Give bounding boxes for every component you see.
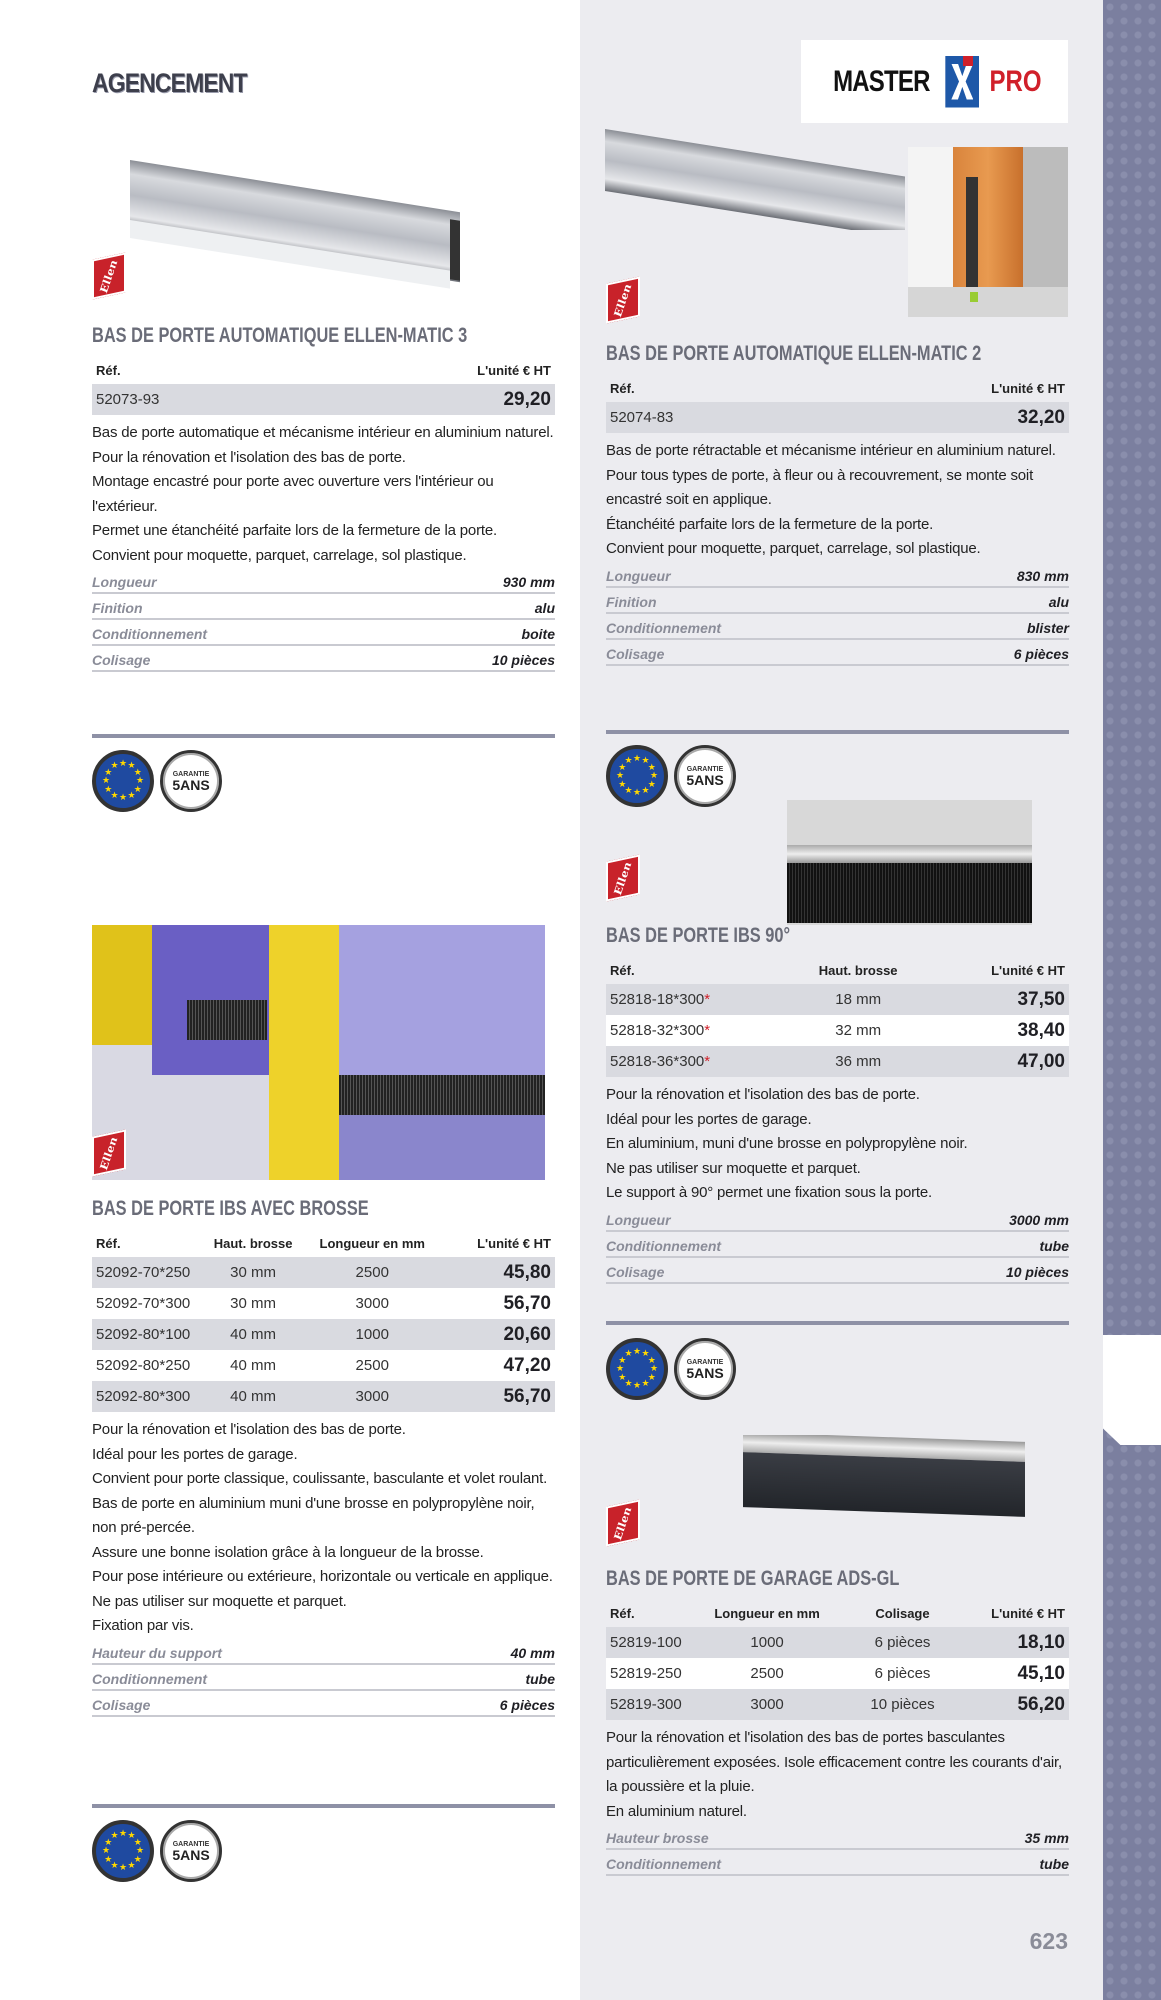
column-header: L'unité € HT	[477, 362, 551, 378]
section-divider	[606, 730, 1069, 734]
description-line: Convient pour moquette, parquet, carrelage, sol plastique.	[606, 540, 981, 557]
asterisk-marker: *	[704, 1053, 711, 1070]
guarantee-label: GARANTIE	[686, 1358, 724, 1366]
description-line: Pour la rénovation et l'isolation des bas de porte.	[92, 1421, 406, 1438]
guarantee-years: 5ANS	[686, 771, 724, 788]
eu-flag-badge-icon: ★ ★ ★ ★ ★ ★ ★ ★ ★ ★ ★ ★	[606, 745, 668, 807]
description-line: Bas de porte en aluminium muni d'une brosse en polypropylène noir, non pré-percée.	[92, 1494, 535, 1536]
reference: 52074-83	[610, 409, 674, 426]
masterpro-logo	[801, 40, 1068, 123]
description-line: Assure une bonne isolation grâce à la longueur de la brosse.	[92, 1543, 484, 1561]
spec-row	[606, 562, 1069, 588]
reference-cell	[610, 1053, 789, 1070]
spec-label: Colisage	[606, 1263, 665, 1280]
value-cell	[697, 1665, 838, 1682]
reference-cell	[610, 409, 838, 426]
description-line: Convient pour moquette, parquet, carrelage, sol plastique.	[92, 546, 467, 564]
spec-value: boite	[521, 626, 555, 642]
value: 56,70	[503, 1385, 551, 1407]
value: 3000	[750, 1696, 784, 1713]
price-cell	[968, 1694, 1066, 1716]
product-ads-gl	[606, 1567, 1069, 1876]
value-cell	[789, 1053, 927, 1070]
spec-row	[92, 1691, 555, 1717]
value: 36 mm	[835, 1053, 882, 1070]
price-cell	[968, 1663, 1066, 1685]
spec-label: Conditionnement	[606, 1237, 722, 1254]
ellen-logo	[606, 276, 640, 323]
spec-row	[606, 588, 1069, 614]
description-line: Bas de porte rétractable et mécanisme intérieur en aluminium naturel.	[606, 442, 1056, 459]
page-edge-tab	[1103, 1335, 1161, 1445]
price-cell	[443, 1262, 551, 1284]
column-header: L'unité € HT	[991, 380, 1065, 396]
reference-cell	[96, 1264, 204, 1281]
page-number: 623	[1029, 1928, 1068, 1954]
reference: 52819-300	[610, 1696, 682, 1713]
value: 30 mm	[230, 1264, 276, 1281]
guarantee-years: 5ANS	[686, 1364, 724, 1381]
spec-row	[92, 568, 555, 594]
column-header: Réf.	[610, 962, 635, 978]
description-line: Pour la rénovation et l'isolation des bas de portes basculantes particulièrement exposées. Isole efficacement contre les courants d'air, la poussière et la pluie.	[606, 1729, 1062, 1795]
product-title: BAS DE PORTE AUTOMATIQUE ELLEN-MATIC 3	[92, 324, 468, 347]
reference: 52092-70*300	[96, 1295, 191, 1312]
column-header: Haut. brosse	[818, 962, 898, 978]
ellen-logo-text: Ellen	[97, 259, 121, 293]
value-cell	[838, 1634, 968, 1651]
spec-label: Finition	[606, 593, 657, 610]
spec-label: Finition	[92, 600, 143, 616]
value: 32,20	[1017, 406, 1065, 428]
price-cell	[927, 989, 1065, 1011]
value: 45,80	[503, 1261, 551, 1283]
ellen-logo	[606, 854, 640, 901]
value-cell	[302, 1295, 443, 1312]
value-cell	[302, 1388, 443, 1405]
product-title: BAS DE PORTE IBS AVEC BROSSE	[92, 1197, 369, 1220]
reference: 52092-70*250	[96, 1264, 191, 1281]
guarantee-5-years-badge	[160, 750, 222, 812]
value: 18,10	[1017, 1631, 1065, 1653]
guarantee-label: GARANTIE	[172, 1840, 210, 1848]
spec-row	[92, 620, 555, 646]
description-line: Pour la rénovation et l'isolation des bas de porte.	[92, 448, 406, 466]
spec-label: Colisage	[92, 1696, 151, 1713]
spec-label: Hauteur du support	[92, 1644, 222, 1661]
table-row	[606, 1627, 1069, 1658]
value: 1000	[750, 1634, 784, 1651]
spec-value: blister	[1026, 619, 1069, 636]
description-line: Ne pas utiliser sur moquette et parquet.	[92, 1592, 347, 1610]
price-cell	[443, 1324, 551, 1346]
spec-value: tube	[1039, 1856, 1069, 1872]
asterisk-marker: *	[704, 991, 711, 1008]
spec-label: Conditionnement	[606, 619, 722, 636]
value-cell	[204, 1388, 302, 1405]
table-row	[92, 1381, 555, 1412]
guarantee-label: GARANTIE	[686, 765, 724, 773]
product-title: BAS DE PORTE AUTOMATIQUE ELLEN-MATIC 2	[606, 342, 982, 365]
logo-text-pro: PRO	[989, 64, 1042, 98]
description-line: Étanchéité parfaite lors de la fermeture de la porte.	[606, 515, 934, 533]
reference: 52819-250	[610, 1665, 682, 1682]
product-ibs-avec-brosse	[92, 1197, 555, 1717]
product-image-ibs-90	[787, 800, 1032, 925]
table-header	[92, 1229, 555, 1257]
reference-cell	[96, 1357, 204, 1374]
value: 3000	[355, 1388, 389, 1405]
reference-cell	[610, 1634, 697, 1651]
spec-value: 40 mm	[510, 1644, 555, 1661]
price-cell	[443, 1355, 551, 1377]
section-divider	[92, 734, 555, 738]
value: 30 mm	[230, 1295, 276, 1312]
value: 6 pièces	[874, 1634, 931, 1651]
table-header	[606, 1599, 1069, 1627]
product-title: BAS DE PORTE IBS 90°	[606, 924, 791, 947]
product-description	[606, 439, 1069, 562]
description-line: Idéal pour les portes de garage.	[606, 1110, 812, 1128]
spec-row	[606, 1258, 1069, 1284]
column-header: Longueur en mm	[714, 1605, 820, 1621]
spec-value: 930 mm	[502, 574, 555, 590]
value: 29,20	[503, 388, 551, 410]
value: 10 pièces	[870, 1696, 935, 1713]
spec-row	[92, 1639, 555, 1665]
description-line: Le support à 90° permet une fixation sous la porte.	[606, 1184, 933, 1201]
column-header: Longueur en mm	[319, 1235, 425, 1251]
value-cell	[789, 991, 927, 1008]
logo-star-icon	[945, 56, 979, 108]
table-row	[92, 1319, 555, 1350]
certification-badges	[92, 1820, 222, 1882]
table-row	[92, 1288, 555, 1319]
spec-value: alu	[1048, 593, 1069, 610]
reference: 52073-93	[96, 391, 160, 408]
column-header: Réf.	[96, 1235, 121, 1251]
logo-text-master: MASTER	[832, 64, 930, 98]
table-header	[606, 374, 1069, 402]
spec-label: Longueur	[92, 574, 157, 590]
eu-flag-badge-icon: ★ ★ ★ ★ ★ ★ ★ ★ ★ ★ ★ ★	[606, 1338, 668, 1400]
page-edge-tab-strip	[1103, 0, 1161, 2000]
product-description	[92, 421, 555, 568]
product-title: BAS DE PORTE DE GARAGE ADS-GL	[606, 1567, 900, 1590]
product-description	[606, 1726, 1069, 1824]
product-image-door-install	[908, 147, 1068, 317]
table-row	[92, 384, 555, 415]
reference-cell	[96, 1326, 204, 1343]
description-line: Montage encastré pour porte avec ouverture vers l'intérieur ou l'extérieur.	[92, 473, 494, 515]
ellen-logo-text: Ellen	[97, 1136, 121, 1170]
ellen-logo-text: Ellen	[611, 1506, 635, 1540]
table-row	[606, 1046, 1069, 1077]
price-cell	[968, 1632, 1066, 1654]
description-line: Convient pour porte classique, coulissante, basculante et volet roulant.	[92, 1470, 548, 1487]
value-cell	[838, 1696, 968, 1713]
description-line: Pour tous types de porte, à fleur ou à recouvrement, se monte soit encastré soit en applique.	[606, 466, 1034, 508]
section-divider	[606, 1321, 1069, 1325]
price-cell	[324, 389, 552, 411]
spec-row	[606, 614, 1069, 640]
description-line: Permet une étanchéité parfaite lors de la fermeture de la porte.	[92, 522, 497, 539]
value-cell	[302, 1326, 443, 1343]
reference-cell	[96, 1295, 204, 1312]
value: 37,50	[1017, 988, 1065, 1010]
spec-label: Hauteur brosse	[606, 1830, 709, 1846]
spec-row	[606, 1232, 1069, 1258]
price-cell	[927, 1020, 1065, 1042]
value: 1000	[355, 1326, 389, 1343]
value-cell	[204, 1357, 302, 1374]
price-cell	[838, 407, 1066, 429]
description-line: Pour pose intérieure ou extérieure, horizontale ou verticale en applique.	[92, 1568, 553, 1585]
guarantee-years: 5ANS	[172, 1846, 210, 1863]
ellen-logo	[92, 252, 126, 299]
spec-label: Conditionnement	[92, 1670, 208, 1687]
value: 32 mm	[835, 1022, 882, 1039]
column-header: L'unité € HT	[477, 1235, 551, 1251]
table-row	[606, 1689, 1069, 1720]
product-image-ibs-avec-brosse	[92, 925, 545, 1180]
table-row	[92, 1350, 555, 1381]
spec-value: 6 pièces	[499, 1696, 555, 1713]
spec-label: Longueur	[606, 567, 671, 584]
product-image-ellen-matic-3	[130, 150, 460, 300]
price-cell	[443, 1386, 551, 1408]
table-row	[606, 1658, 1069, 1689]
spec-label: Conditionnement	[92, 626, 208, 642]
value-cell	[789, 1022, 927, 1039]
spec-label: Conditionnement	[606, 1856, 722, 1872]
product-description	[92, 1418, 555, 1639]
spec-value: alu	[534, 600, 555, 616]
value-cell	[302, 1357, 443, 1374]
spec-value: tube	[525, 1670, 555, 1687]
spec-label: Colisage	[92, 652, 151, 668]
ellen-logo	[606, 1499, 640, 1546]
value: 56,70	[503, 1292, 551, 1314]
spec-value: 830 mm	[1016, 567, 1069, 584]
table-header	[606, 956, 1069, 984]
spec-row	[92, 1665, 555, 1691]
description-line: En aluminium naturel.	[606, 1802, 747, 1820]
value-cell	[697, 1634, 838, 1651]
spec-row	[606, 1824, 1069, 1850]
column-header: L'unité € HT	[991, 1605, 1065, 1621]
product-ibs-90	[606, 924, 1069, 1284]
section-divider	[92, 1804, 555, 1808]
spec-value: 35 mm	[1024, 1830, 1069, 1846]
reference: 52818-32*300	[610, 1022, 705, 1039]
spec-row	[606, 640, 1069, 666]
value-cell	[838, 1665, 968, 1682]
guarantee-5-years-badge	[674, 1338, 736, 1400]
reference-cell	[96, 391, 324, 408]
table-header	[92, 356, 555, 384]
spec-value: 3000 mm	[1009, 1211, 1069, 1228]
ellen-logo	[92, 1129, 126, 1176]
spec-row	[606, 1206, 1069, 1232]
value: 45,10	[1017, 1662, 1065, 1684]
product-ellen-matic-2	[606, 342, 1069, 666]
reference-cell	[96, 1388, 204, 1405]
product-image-ellen-matic-2	[605, 125, 905, 230]
spec-row	[92, 594, 555, 620]
description-line: Idéal pour les portes de garage.	[92, 1445, 298, 1463]
certification-badges	[92, 750, 222, 812]
value: 40 mm	[230, 1388, 276, 1405]
value: 47,20	[503, 1354, 551, 1376]
column-header: Réf.	[610, 1605, 635, 1621]
reference-cell	[610, 1665, 697, 1682]
value: 3000	[355, 1295, 389, 1312]
column-header: Réf.	[96, 362, 121, 378]
reference: 52092-80*300	[96, 1388, 191, 1405]
column-header: Réf.	[610, 380, 635, 396]
value: 40 mm	[230, 1357, 276, 1374]
value-cell	[204, 1295, 302, 1312]
description-line: Ne pas utiliser sur moquette et parquet.	[606, 1159, 861, 1177]
value: 2500	[355, 1357, 389, 1374]
reference: 52818-18*300	[610, 991, 705, 1008]
value: 2500	[750, 1665, 784, 1682]
product-description	[606, 1083, 1069, 1206]
reference-cell	[610, 991, 789, 1008]
certification-badges	[606, 745, 736, 807]
reference-cell	[610, 1022, 789, 1039]
table-row	[92, 1257, 555, 1288]
section-title: AGENCEMENT	[92, 68, 247, 98]
eu-flag-badge-icon: ★ ★ ★ ★ ★ ★ ★ ★ ★ ★ ★ ★	[92, 750, 154, 812]
certification-badges	[606, 1338, 736, 1400]
description-line: En aluminium, muni d'une brosse en polypropylène noir.	[606, 1135, 968, 1152]
ellen-logo-text: Ellen	[611, 861, 635, 895]
spec-label: Colisage	[606, 645, 665, 662]
column-header: Haut. brosse	[213, 1235, 293, 1251]
reference: 52092-80*100	[96, 1326, 191, 1343]
spec-label: Longueur	[606, 1211, 671, 1228]
value: 56,20	[1017, 1693, 1065, 1715]
value: 18 mm	[835, 991, 882, 1008]
spec-row	[606, 1850, 1069, 1876]
value: 6 pièces	[874, 1665, 931, 1682]
asterisk-marker: *	[704, 1022, 711, 1039]
value-cell	[204, 1326, 302, 1343]
spec-value: tube	[1039, 1237, 1069, 1254]
product-image-ads-gl	[743, 1435, 1025, 1525]
value-cell	[697, 1696, 838, 1713]
description-line: Fixation par vis.	[92, 1617, 194, 1634]
eu-flag-badge-icon: ★ ★ ★ ★ ★ ★ ★ ★ ★ ★ ★ ★	[92, 1820, 154, 1882]
value: 20,60	[503, 1323, 551, 1345]
column-header: L'unité € HT	[991, 962, 1065, 978]
reference: 52092-80*250	[96, 1357, 191, 1374]
value: 38,40	[1017, 1019, 1065, 1041]
reference: 52819-100	[610, 1634, 682, 1651]
guarantee-5-years-badge	[674, 745, 736, 807]
price-cell	[443, 1293, 551, 1315]
spec-value: 10 pièces	[491, 652, 555, 668]
spec-value: 10 pièces	[1005, 1263, 1069, 1280]
value-cell	[204, 1264, 302, 1281]
spec-row	[92, 646, 555, 672]
price-cell	[927, 1051, 1065, 1073]
description-line: Pour la rénovation et l'isolation des bas de porte.	[606, 1086, 920, 1103]
guarantee-label: GARANTIE	[172, 770, 210, 778]
reference: 52818-36*300	[610, 1053, 705, 1070]
table-row	[606, 984, 1069, 1015]
value: 2500	[355, 1264, 389, 1281]
value: 47,00	[1017, 1050, 1065, 1072]
table-row	[606, 402, 1069, 433]
column-header: Colisage	[875, 1605, 930, 1621]
description-line: Bas de porte automatique et mécanisme intérieur en aluminium naturel.	[92, 424, 554, 441]
product-ellen-matic-3	[92, 324, 555, 672]
table-row	[606, 1015, 1069, 1046]
value: 40 mm	[230, 1326, 276, 1343]
ellen-logo-text: Ellen	[611, 283, 635, 317]
guarantee-5-years-badge	[160, 1820, 222, 1882]
reference-cell	[610, 1696, 697, 1713]
value-cell	[302, 1264, 443, 1281]
spec-value: 6 pièces	[1013, 645, 1069, 662]
guarantee-years: 5ANS	[172, 776, 210, 793]
